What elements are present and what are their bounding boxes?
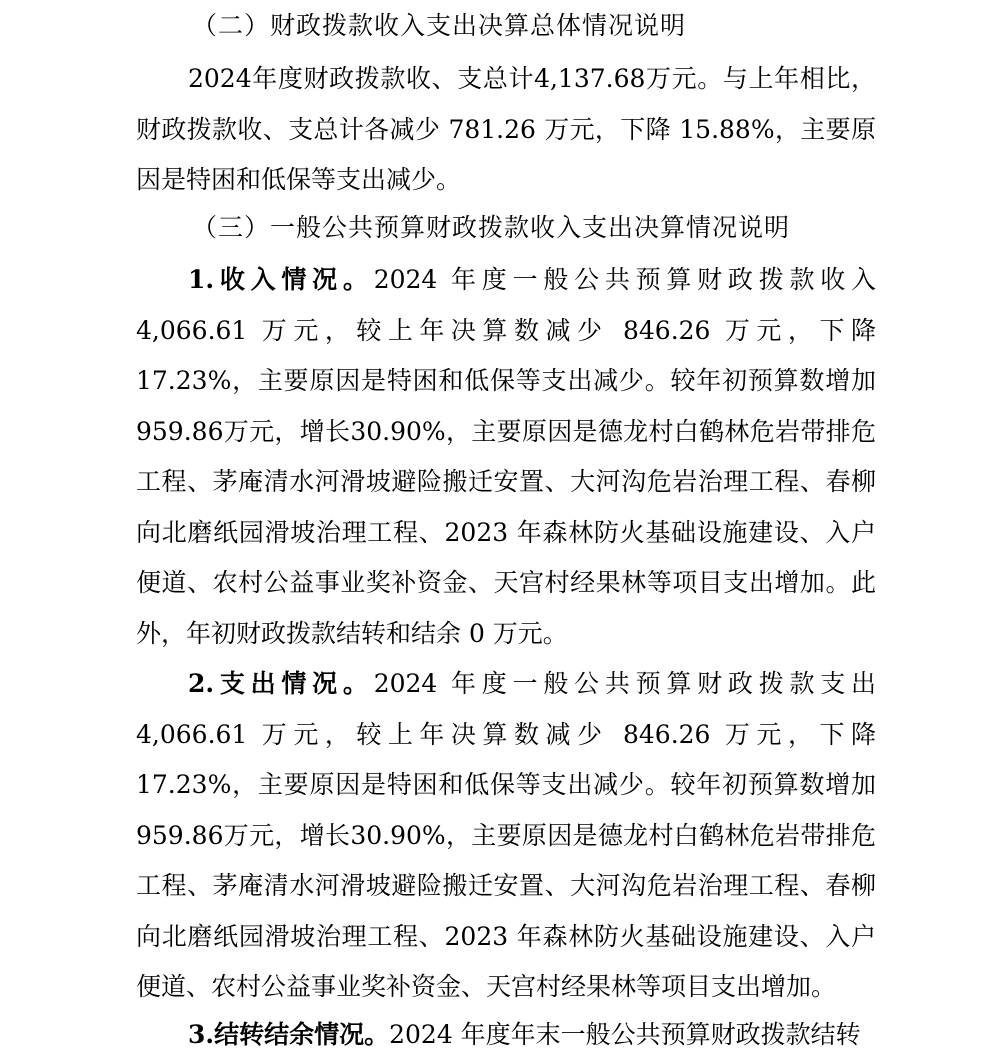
section-2-heading: （二）财政拨款收入支出决算总体情况说明 — [192, 11, 687, 40]
expenditure-text: 2024 年度一般公共预算财政拨款支出 4,066.61 万元，较上年决算数减少 846.26 万元，下降 17.23%，主要原因是特困和低保等支出减少。较年初预算数增加959.86万元，增长30.90%，主要原因是德龙村白鹤林危岩带排危工程、茅庵清水河滑坡避险搬迁安置、大河沟危岩治理工程、春柳向北磨纸园滑坡治理工程、2023 年森林防火基础设施建设、入户便道、农村公益事业奖补资金、天宫村经果林等项目支出增加。 — [136, 669, 876, 1001]
income-text: 2024 年度一般公共预算财政拨款收入 4,066.61 万元，较上年决算数减少 846.26 万元，下降 17.23%，主要原因是特困和低保等支出减少。较年初预算数增加959.86万元，增长30.90%，主要原因是德龙村白鹤林危岩带排危工程、茅庵清水河滑坡避险搬迁安置、大河沟危岩治理工程、春柳向北磨纸园滑坡治理工程、2023 年森林防火基础设施建设、入户便道、农村公益事业奖补资金、天宫村经果林等项目支出增加。此外，年初财政拨款结转和结余 0 万元。 — [136, 265, 876, 648]
expenditure-title: 2.支出情况。 — [188, 669, 374, 698]
section-3-heading: （三）一般公共预算财政拨款收入支出决算情况说明 — [192, 213, 791, 242]
section-2-paragraph: 2024年度财政拨款收、支总计4,137.68万元。与上年相比，财政拨款收、支总计各减少 781.26 万元，下降 15.88%，主要原因是特困和低保等支出减少。 — [136, 64, 876, 194]
income-title: 1.收入情况。 — [188, 265, 374, 294]
carryover-title: 3.结转结余情况。 — [188, 1020, 390, 1049]
carryover-text: 2024 年度年末一般公共预算财政拨款结转 — [389, 1020, 861, 1049]
expenditure-paragraph — [136, 659, 876, 1013]
carryover-paragraph — [136, 1010, 876, 1061]
income-paragraph — [136, 255, 876, 659]
